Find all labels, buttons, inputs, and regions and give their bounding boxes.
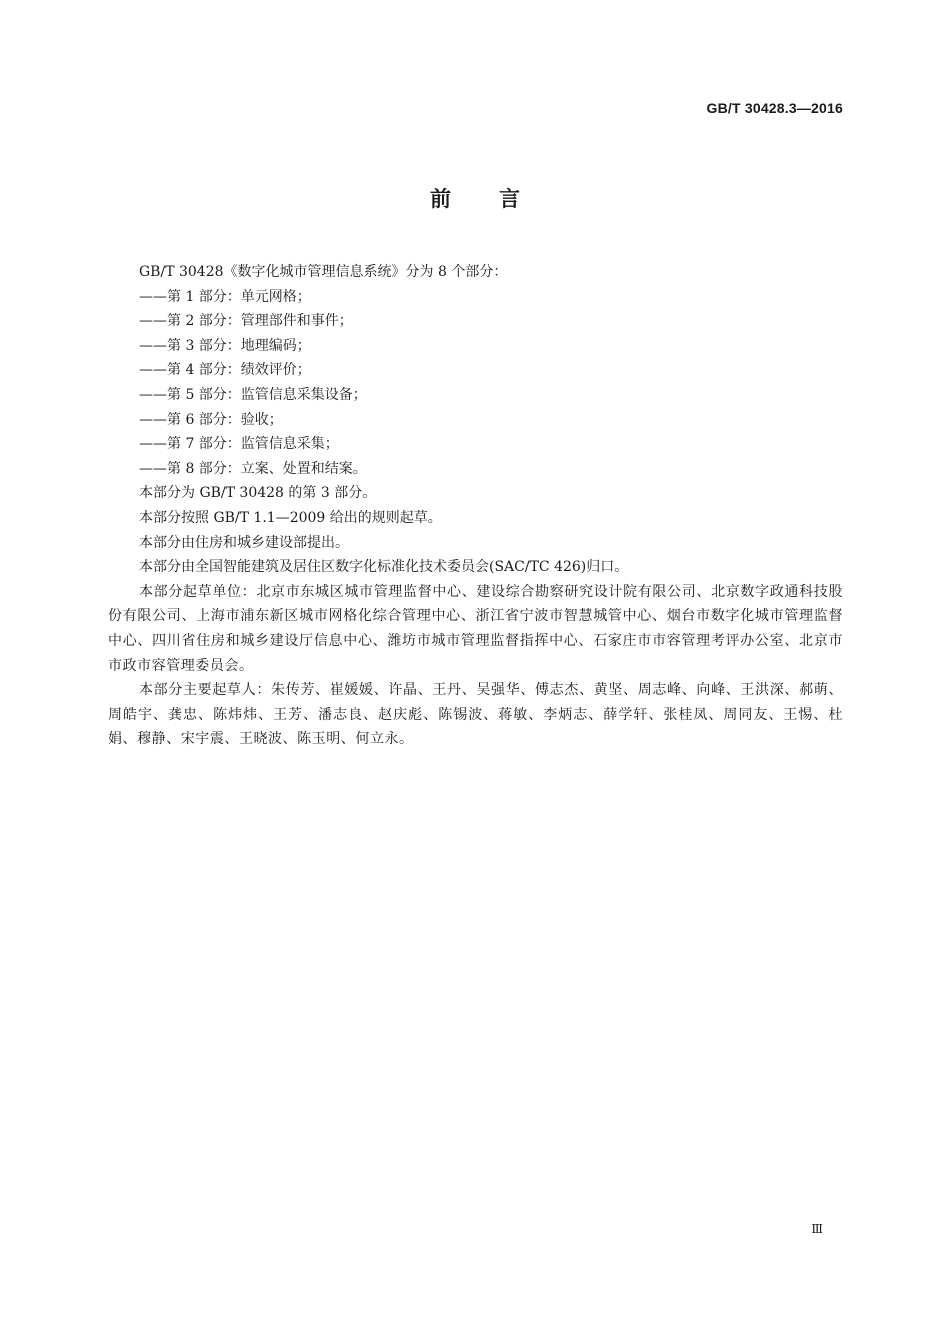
part-item: ——第 8 部分：立案、处置和结案。 <box>139 460 367 477</box>
part-item: ——第 1 部分：单元网格； <box>139 288 311 305</box>
foreword-body <box>108 260 843 752</box>
drafting-units-paragraph: 本部分起草单位：北京市东城区城市管理监督中心、建设综合勘察研究设计院有限公司、北京数字政通科技股份有限公司、上海市浦东新区城市网格化综合管理中心、浙江省宁波市智慧城管中心、烟台市数字化城市管理监督中心、四川省住房和城乡建设厅信息中心、潍坊市城市管理监督指挥中心、石家庄市市容管理考评办公室、北京市市政市容管理委员会。 <box>108 583 843 674</box>
part-item: ——第 2 部分：管理部件和事件； <box>139 313 353 330</box>
statement-line: 本部分由全国智能建筑及居住区数字化标准化技术委员会(SAC/TC 426)归口。 <box>139 559 629 576</box>
statement-line: 本部分由住房和城乡建设部提出。 <box>139 534 349 551</box>
drafters-paragraph: 本部分主要起草人：朱传芳、崔媛媛、许晶、王丹、吴强华、傅志杰、黄坚、周志峰、向峰、王洪深、郝萌、周皓宇、龚忠、陈炜炜、王芳、潘志良、赵庆彪、陈锡波、蒋敏、李炳志、薛学轩、张桂凤、周同友、王惕、杜娟、穆静、宋宇震、王晓波、陈玉明、何立永。 <box>108 682 843 748</box>
part-item: ——第 7 部分：监管信息采集； <box>139 436 339 453</box>
page-title: 前言 <box>430 187 568 211</box>
part-item: ——第 4 部分：绩效评价； <box>139 362 311 379</box>
standard-code: GB/T 30428.3—2016 <box>706 100 843 116</box>
part-item: ——第 5 部分：监管信息采集设备； <box>139 386 367 403</box>
part-item: ——第 3 部分：地理编码； <box>139 337 311 354</box>
statement-line: 本部分按照 GB/T 1.1—2009 给出的规则起草。 <box>139 509 442 526</box>
page-number: Ⅲ <box>811 1222 823 1236</box>
intro-line: GB/T 30428《数字化城市管理信息系统》分为 8 个部分： <box>139 264 508 280</box>
part-item: ——第 6 部分：验收； <box>139 411 283 428</box>
statement-line: 本部分为 GB/T 30428 的第 3 部分。 <box>139 485 377 502</box>
